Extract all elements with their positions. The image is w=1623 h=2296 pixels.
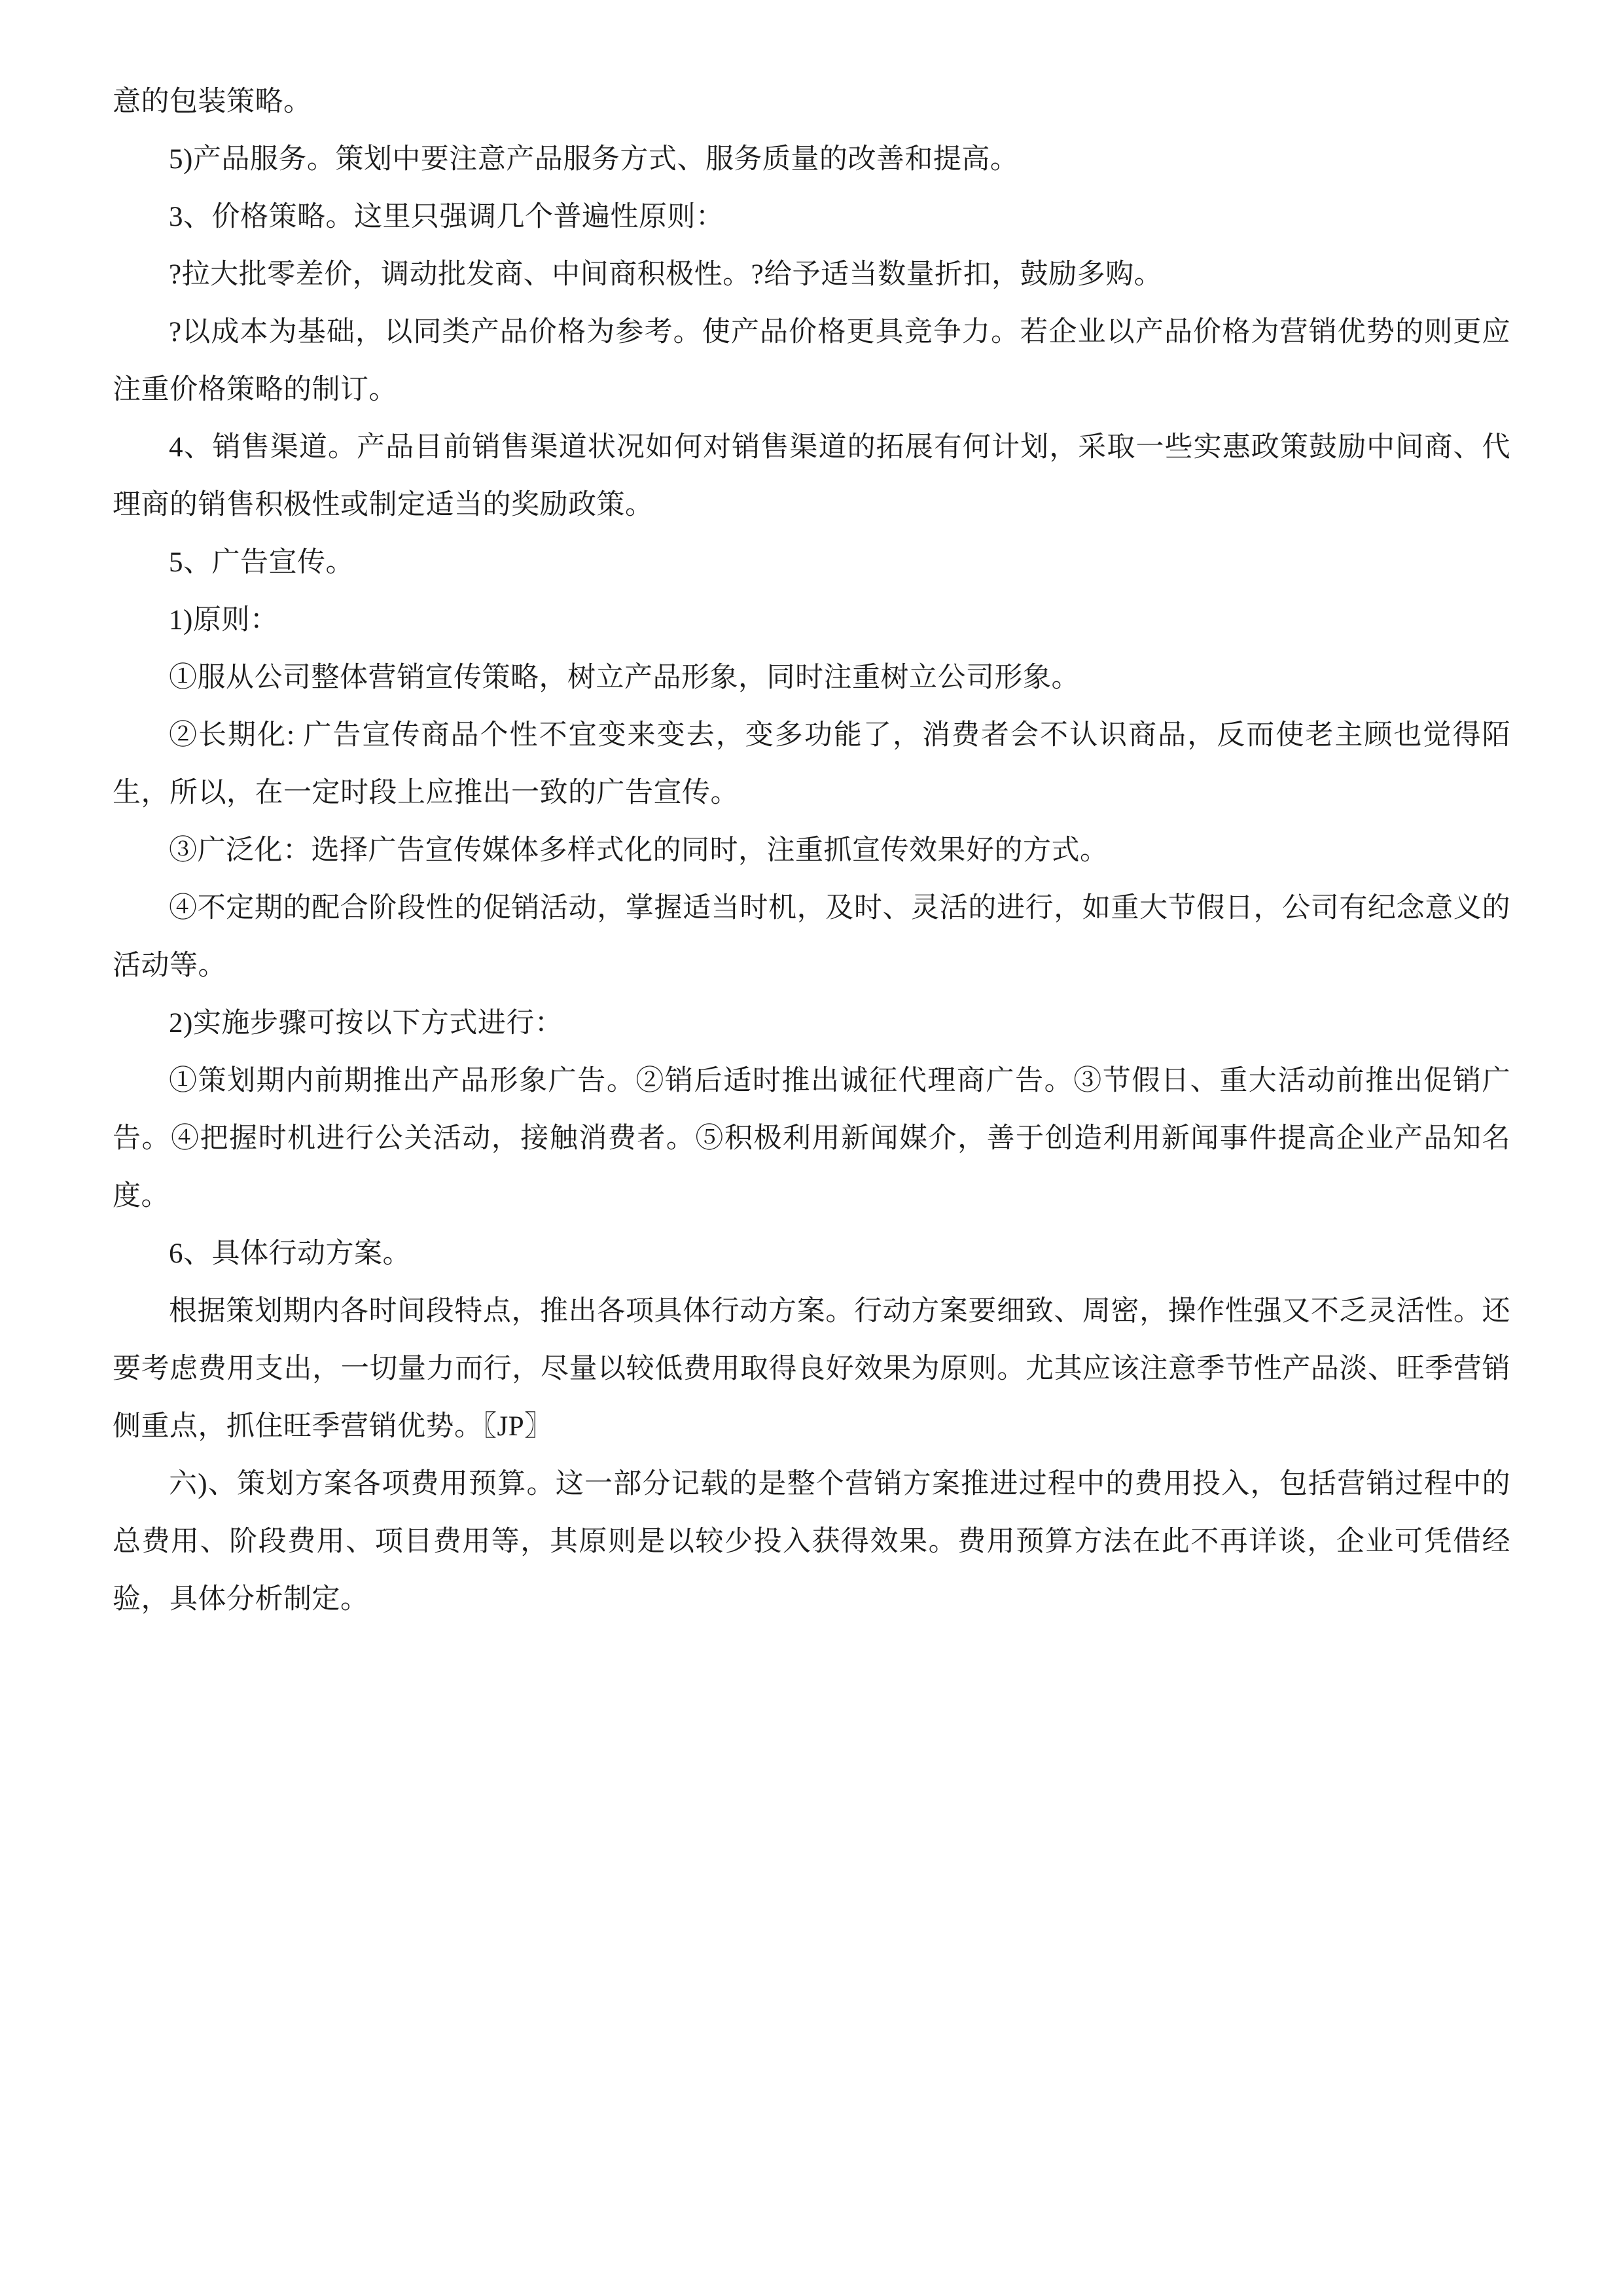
paragraph: 3、价格策略。这里只强调几个普遍性原则： <box>169 202 724 232</box>
paragraph: 5、广告宣传。 <box>169 547 354 578</box>
paragraph: ?以成本为基础，以同类产品价格为参考。使产品价格更具竞争力。若企业以产品价格为营销优势的则更应注重价格策略的制订。 <box>113 317 1510 405</box>
paragraph: 六)、策划方案各项费用预算。这一部分记载的是整个营销方案推进过程中的费用投入，包括营销过程中的总费用、阶段费用、项目费用等，其原则是以较少投入获得效果。费用预算方法在此不再详谈，企业可凭借经验，具体分析制定。 <box>113 1469 1510 1615</box>
paragraph: 1)原则： <box>169 605 279 636</box>
document-body <box>113 73 1510 1628</box>
paragraph: 根据策划期内各时间段特点，推出各项具体行动方案。行动方案要细致、周密，操作性强又不乏灵活性。还要考虑费用支出，一切量力而行，尽量以较低费用取得良好效果为原则。尤其应该注意季节性产品淡、旺季营销侧重点，抓住旺季营销优势。〖JP〗 <box>113 1296 1510 1442</box>
paragraph: 意的包装策略。 <box>113 86 312 117</box>
paragraph: ②长期化: 广告宣传商品个性不宜变来变去，变多功能了，消费者会不认识商品，反而使老主顾也觉得陌生，所以，在一定时段上应推出一致的广告宣传。 <box>113 720 1510 808</box>
paragraph: 2)实施步骤可按以下方式进行： <box>169 1008 563 1039</box>
paragraph: 5)产品服务。策划中要注意产品服务方式、服务质量的改善和提高。 <box>169 144 1019 175</box>
paragraph: ①策划期内前期推出产品形象广告。②销后适时推出诚征代理商广告。③节假日、重大活动前推出促销广告。④把握时机进行公关活动，接触消费者。⑤积极利用新闻媒介，善于创造利用新闻事件提高企业产品知名度。 <box>113 1066 1510 1211</box>
paragraph: ④不定期的配合阶段性的促销活动，掌握适当时机，及时、灵活的进行，如重大节假日，公司有纪念意义的活动等。 <box>113 893 1510 981</box>
paragraph: ①服从公司整体营销宣传策略，树立产品形象，同时注重树立公司形象。 <box>169 662 1080 693</box>
paragraph: ?拉大批零差价，调动批发商、中间商积极性。?给予适当数量折扣，鼓励多购。 <box>169 259 1163 290</box>
paragraph: 6、具体行动方案。 <box>169 1238 411 1269</box>
paragraph: ③广泛化：选择广告宣传媒体多样式化的同时，注重抓宣传效果好的方式。 <box>169 835 1109 866</box>
paragraph: 4、销售渠道。产品目前销售渠道状况如何对销售渠道的拓展有何计划，采取一些实惠政策鼓励中间商、代理商的销售积极性或制定适当的奖励政策。 <box>113 432 1510 520</box>
